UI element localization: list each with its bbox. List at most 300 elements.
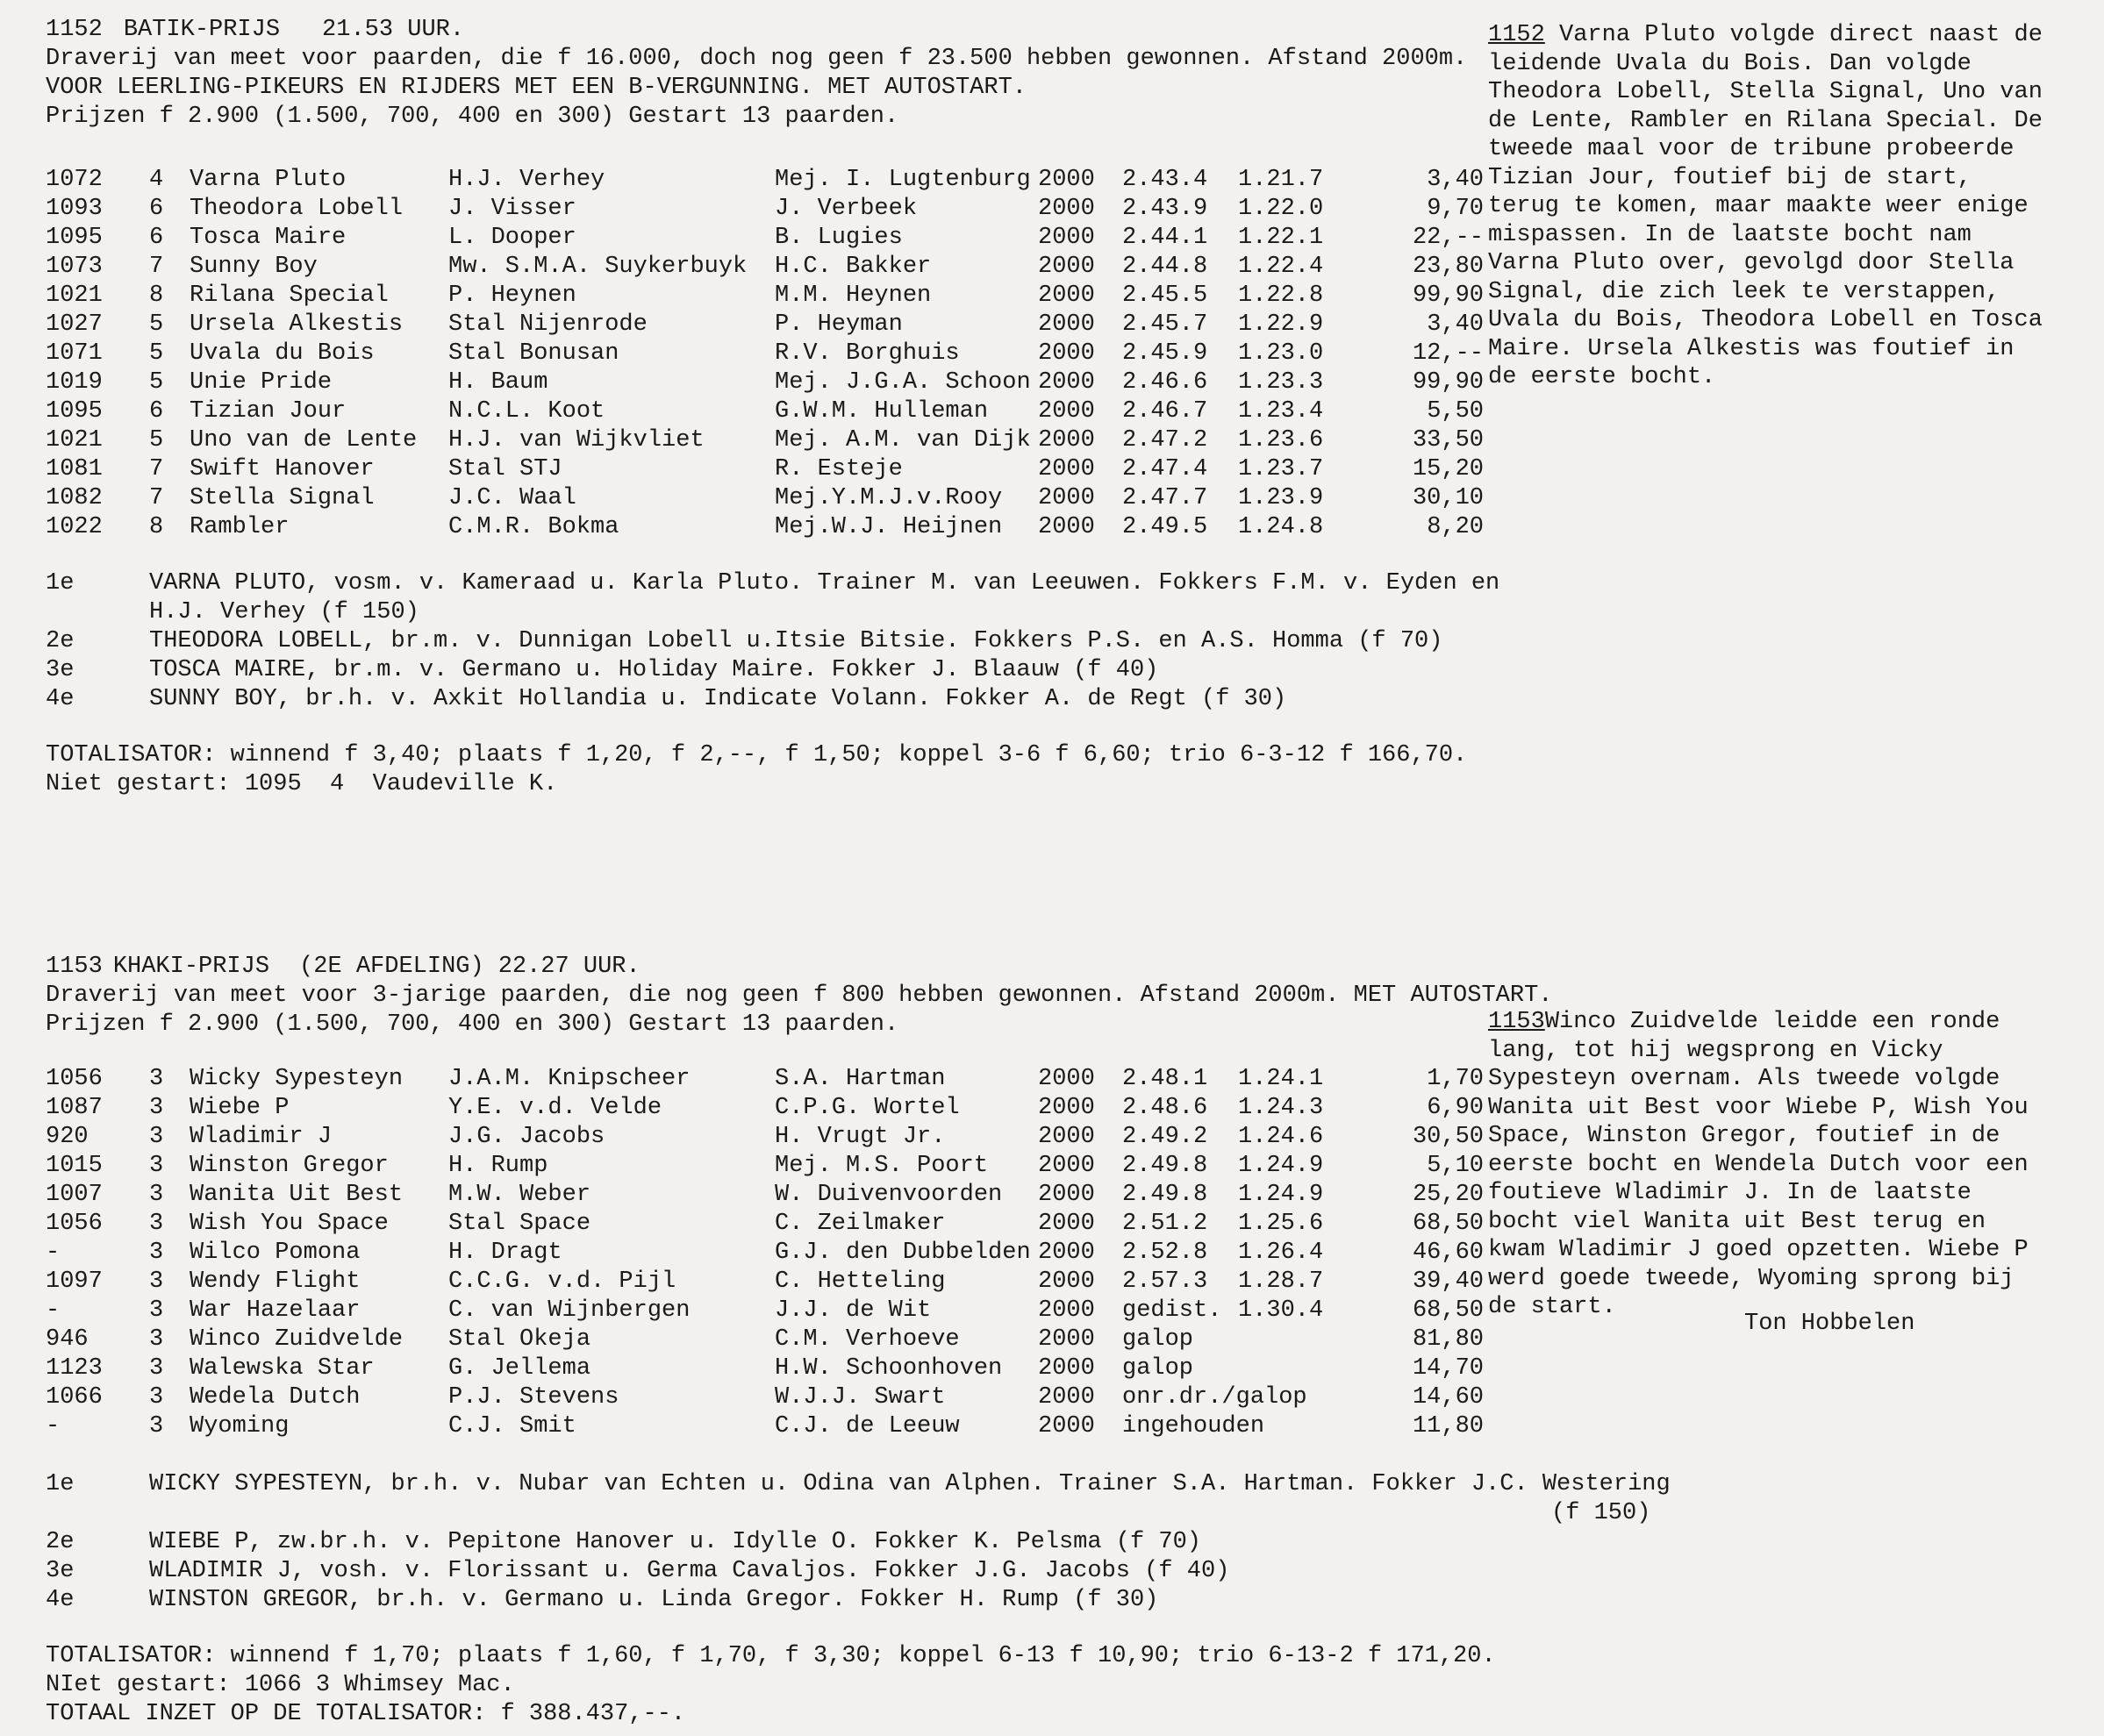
cell-nr: 1021 — [46, 282, 103, 309]
cell-dist: 2000 — [1038, 167, 1095, 193]
cell-odds: 3,40 — [1427, 167, 1484, 193]
race-1-report — [1488, 21, 2057, 392]
cell-nr: 1056 — [46, 1211, 103, 1237]
cell-dist: 2000 — [1038, 514, 1095, 540]
race-2-placings — [46, 1470, 1671, 1615]
cell-horse: Sunny Boy — [190, 254, 318, 280]
cell-nr: 1027 — [46, 311, 103, 338]
cell-driver: Mej.W.J. Heijnen — [775, 514, 1003, 540]
placing-position: 1e — [46, 1471, 75, 1497]
cell-owner: Stal STJ — [448, 456, 562, 482]
cell-nr: 1071 — [46, 340, 103, 367]
cell-age: 3 — [149, 1211, 164, 1237]
cell-age: 3 — [149, 1239, 164, 1266]
table-row — [46, 426, 1484, 455]
placing-position: 2e — [46, 628, 75, 654]
placing-text: THEODORA LOBELL, br.m. v. Dunnigan Lobell u.Itsie Bitsie. Fokkers P.S. en A.S. Homma (f 70) — [149, 628, 1443, 654]
cell-age: 7 — [149, 485, 164, 511]
cell-age: 5 — [149, 311, 164, 338]
cell-owner: H. Dragt — [448, 1239, 562, 1266]
cell-driver: P. Heyman — [775, 311, 903, 338]
cell-owner: P. Heynen — [448, 282, 576, 309]
cell-horse: Swift Hanover — [190, 456, 375, 482]
cell-age: 3 — [149, 1182, 164, 1208]
cell-driver: Mej. A.M. van Dijk — [775, 427, 1031, 454]
cell-time: 2.43.9 — [1122, 196, 1208, 222]
table-row — [46, 1239, 1484, 1268]
race-name: BATIK-PRIJS — [123, 17, 281, 43]
cell-driver: C.J. de Leeuw — [775, 1413, 960, 1440]
cell-nr: 1066 — [46, 1384, 103, 1411]
cell-age: 4 — [149, 167, 164, 193]
cell-km: 1.23.6 — [1238, 427, 1324, 454]
cell-owner: Y.E. v.d. Velde — [448, 1095, 662, 1121]
cell-age: 6 — [149, 196, 164, 222]
placing-position: 1e — [46, 570, 75, 597]
cell-dist: 2000 — [1038, 1124, 1095, 1150]
report-author: Ton Hobbelen — [1744, 1311, 1915, 1337]
cell-nr: 1123 — [46, 1355, 103, 1382]
cell-odds: 1,70 — [1427, 1066, 1484, 1092]
cell-dist: 2000 — [1038, 1239, 1095, 1266]
race-prizes: Prijzen f 2.900 (1.500, 700, 400 en 300) Gestart 13 paarden. — [46, 1011, 899, 1038]
cell-km: 1.28.7 — [1238, 1268, 1324, 1295]
cell-odds: 68,50 — [1412, 1211, 1484, 1237]
cell-dist: 2000 — [1038, 1297, 1095, 1324]
placing-row — [46, 1470, 1671, 1499]
table-row — [46, 1383, 1484, 1412]
cell-dist: 2000 — [1038, 1182, 1095, 1208]
cell-nr: 1015 — [46, 1153, 103, 1179]
cell-owner: G. Jellema — [448, 1355, 591, 1382]
cell-odds: 15,20 — [1412, 456, 1484, 482]
cell-driver: Mej. M.S. Poort — [775, 1153, 989, 1179]
cell-owner: Stal Space — [448, 1211, 591, 1237]
placing-text: VARNA PLUTO, vosm. v. Kameraad u. Karla Pluto. Trainer M. van Leeuwen. Fokkers F.M. v. Eyden en — [149, 570, 1500, 597]
cell-owner: N.C.L. Koot — [448, 398, 605, 425]
cell-km: 1.24.6 — [1238, 1124, 1324, 1150]
cell-time: galop — [1122, 1355, 1194, 1382]
table-row — [46, 1210, 1484, 1239]
race-1-header — [46, 16, 1537, 132]
cell-owner: J. Visser — [448, 196, 576, 222]
cell-dist: 2000 — [1038, 1153, 1095, 1179]
cell-owner: M.W. Weber — [448, 1182, 591, 1208]
cell-odds: 46,60 — [1412, 1239, 1484, 1266]
placing-text: WLADIMIR J, vosh. v. Florissant u. Germa Cavaljos. Fokker J.G. Jacobs (f 40) — [149, 1558, 1230, 1584]
cell-time: 2.47.7 — [1122, 485, 1208, 511]
placing-continuation: (f 150) — [1551, 1500, 1651, 1526]
table-row — [46, 311, 1484, 339]
cell-horse: Theodora Lobell — [190, 196, 404, 222]
cell-horse: Uvala du Bois — [190, 340, 375, 367]
cell-dist: 2000 — [1038, 1413, 1095, 1440]
placing-row — [46, 656, 1588, 685]
cell-owner: Stal Nijenrode — [448, 311, 648, 338]
cell-odds: 23,80 — [1412, 254, 1484, 280]
cell-km: 1.24.9 — [1238, 1182, 1324, 1208]
placing-text: TOSCA MAIRE, br.m. v. Germano u. Holiday Maire. Fokker J. Blaauw (f 40) — [149, 657, 1159, 683]
totalisator: TOTALISATOR: winnend f 1,70; plaats f 1,60, f 1,70, f 3,30; koppel 6-13 f 10,90; trio 6-13-2 f 171,20. — [46, 1643, 1496, 1669]
cell-odds: 39,40 — [1412, 1268, 1484, 1295]
cell-dist: 2000 — [1038, 1211, 1095, 1237]
cell-odds: 14,60 — [1412, 1384, 1484, 1411]
cell-nr: - — [46, 1239, 61, 1266]
cell-nr: 1073 — [46, 254, 103, 280]
cell-odds: 11,80 — [1412, 1413, 1484, 1440]
cell-driver: H.C. Bakker — [775, 254, 932, 280]
cell-nr: 946 — [46, 1326, 89, 1353]
table-row — [46, 339, 1484, 368]
table-row — [46, 1065, 1484, 1094]
placing-position: 3e — [46, 657, 75, 683]
placing-continuation: H.J. Verhey (f 150) — [149, 599, 419, 625]
placing-row — [46, 1528, 1650, 1557]
cell-dist: 2000 — [1038, 254, 1095, 280]
cell-dist: 2000 — [1038, 398, 1095, 425]
cell-driver: M.M. Heynen — [775, 282, 932, 309]
cell-horse: Wendy Flight — [190, 1268, 361, 1295]
cell-nr: 1072 — [46, 167, 103, 193]
placing-text: WICKY SYPESTEYN, br.h. v. Nubar van Echten u. Odina van Alphen. Trainer S.A. Hartman. Fokker J.C. Westering — [149, 1471, 1671, 1497]
table-row — [46, 195, 1484, 224]
cell-age: 5 — [149, 427, 164, 454]
cell-odds: 5,50 — [1427, 398, 1484, 425]
cell-dist: 2000 — [1038, 282, 1095, 309]
cell-odds: 14,70 — [1412, 1355, 1484, 1382]
cell-time: 2.46.6 — [1122, 369, 1208, 396]
cell-km: 1.24.8 — [1238, 514, 1324, 540]
cell-owner: C.J. Smit — [448, 1413, 576, 1440]
race-conditions: Draverij van meet voor paarden, die f 16.000, doch nog geen f 23.500 hebben gewonnen. Afstand 2000m. — [46, 46, 1468, 72]
cell-nr: 1056 — [46, 1066, 103, 1092]
race-2-results-table — [46, 1065, 1484, 1441]
cell-driver: Mej.Y.M.J.v.Rooy — [775, 485, 1003, 511]
cell-horse: Wicky Sypesteyn — [190, 1066, 404, 1092]
cell-km: 1.24.1 — [1238, 1066, 1324, 1092]
cell-age: 3 — [149, 1297, 164, 1324]
placing-position: 3e — [46, 1558, 75, 1584]
cell-time: 2.49.8 — [1122, 1153, 1208, 1179]
cell-nr: 1081 — [46, 456, 103, 482]
table-row — [46, 1297, 1484, 1325]
cell-time: 2.48.6 — [1122, 1095, 1208, 1121]
cell-time: 2.49.5 — [1122, 514, 1208, 540]
cell-km: 1.21.7 — [1238, 167, 1324, 193]
cell-km: 1.24.9 — [1238, 1153, 1324, 1179]
cell-nr: 1021 — [46, 427, 103, 454]
cell-odds: 9,70 — [1427, 196, 1484, 222]
cell-driver: R. Esteje — [775, 456, 903, 482]
cell-horse: Uno van de Lente — [190, 427, 418, 454]
cell-time: 2.45.5 — [1122, 282, 1208, 309]
cell-odds: 5,10 — [1427, 1153, 1484, 1179]
cell-time: 2.57.3 — [1122, 1268, 1208, 1295]
cell-dist: 2000 — [1038, 311, 1095, 338]
cell-age: 6 — [149, 398, 164, 425]
table-row — [46, 1181, 1484, 1210]
cell-driver: C.M. Verhoeve — [775, 1326, 960, 1353]
cell-odds: 30,50 — [1412, 1124, 1484, 1150]
cell-time: 2.44.8 — [1122, 254, 1208, 280]
cell-time: 2.44.1 — [1122, 225, 1208, 251]
cell-km: 1.23.3 — [1238, 369, 1324, 396]
cell-horse: Wiebe P — [190, 1095, 290, 1121]
cell-age: 3 — [149, 1413, 164, 1440]
cell-driver: C. Zeilmaker — [775, 1211, 946, 1237]
cell-time: 2.49.8 — [1122, 1182, 1208, 1208]
cell-nr: 1095 — [46, 398, 103, 425]
cell-owner: Stal Bonusan — [448, 340, 619, 367]
cell-horse: War Hazelaar — [190, 1297, 361, 1324]
cell-horse: Ursela Alkestis — [190, 311, 404, 338]
table-row — [46, 253, 1484, 282]
cell-age: 8 — [149, 514, 164, 540]
cell-nr: - — [46, 1297, 61, 1324]
cell-time: 2.47.4 — [1122, 456, 1208, 482]
race-number: 1153 — [46, 954, 103, 980]
total-stake: TOTAAL INZET OP DE TOTALISATOR: f 388.437,--. — [46, 1701, 686, 1727]
cell-km: 1.23.9 — [1238, 485, 1324, 511]
placing-row — [46, 569, 1588, 598]
cell-km: 1.23.7 — [1238, 456, 1324, 482]
cell-nr: 920 — [46, 1124, 89, 1150]
cell-age: 7 — [149, 456, 164, 482]
cell-owner: L. Dooper — [448, 225, 576, 251]
cell-time: 2.48.1 — [1122, 1066, 1208, 1092]
race-time: 22.27 UUR. — [497, 954, 641, 980]
race-1-title — [46, 16, 1537, 45]
placing-row — [46, 685, 1588, 714]
cell-driver: C.P.G. Wortel — [775, 1095, 960, 1121]
cell-driver: G.W.M. Hulleman — [775, 398, 989, 425]
cell-km: 1.22.4 — [1238, 254, 1324, 280]
cell-time: galop — [1122, 1326, 1194, 1353]
cell-age: 3 — [149, 1124, 164, 1150]
table-row — [46, 166, 1484, 195]
cell-owner: H. Rump — [448, 1153, 548, 1179]
cell-horse: Winco Zuidvelde — [190, 1326, 404, 1353]
cell-odds: 99,90 — [1412, 369, 1484, 396]
cell-nr: 1097 — [46, 1268, 103, 1295]
placing-row — [46, 1557, 1650, 1586]
cell-driver: R.V. Borghuis — [775, 340, 960, 367]
cell-odds: 3,40 — [1427, 311, 1484, 338]
cell-driver: C. Hetteling — [775, 1268, 946, 1295]
cell-dist: 2000 — [1038, 1355, 1095, 1382]
cell-driver: J.J. de Wit — [775, 1297, 932, 1324]
cell-horse: Unie Pride — [190, 369, 333, 396]
cell-odds: 68,50 — [1412, 1297, 1484, 1324]
cell-odds: 99,90 — [1412, 282, 1484, 309]
cell-time: 2.52.8 — [1122, 1239, 1208, 1266]
placing-row — [46, 627, 1588, 656]
table-row — [46, 1123, 1484, 1152]
cell-horse: Walewska Star — [190, 1355, 375, 1382]
cell-owner: H.J. van Wijkvliet — [448, 427, 705, 454]
table-row — [46, 282, 1484, 311]
cell-driver: S.A. Hartman — [775, 1066, 946, 1092]
cell-odds: 22,-- — [1412, 225, 1484, 251]
cell-age: 3 — [149, 1384, 164, 1411]
cell-horse: Wedela Dutch — [190, 1384, 361, 1411]
race-1-placings — [46, 569, 1588, 714]
placing-position: 4e — [46, 686, 75, 712]
placing-row — [46, 1586, 1650, 1615]
cell-dist: 2000 — [1038, 340, 1095, 367]
cell-age: 3 — [149, 1153, 164, 1179]
race-2-report — [1488, 1008, 2050, 1322]
cell-horse: Wanita Uit Best — [190, 1182, 404, 1208]
cell-age: 3 — [149, 1066, 164, 1092]
cell-age: 8 — [149, 282, 164, 309]
report-text: Varna Pluto volgde direct naast de leidende Uvala du Bois. Dan volgde Theodora Lobell, Stella Signal, Uno van de Lente, Rambler en Rilana Special. De tweede maal voor de tribune probeerde Tizian Jour, foutief bij de start, terug te komen, maar maakte weer enige mispassen. In de laatste bocht nam Varna Pluto over, gevolgd door Stella Signal, die zich leek te verstappen, Uvala du Bois, Theodora Lobell en Tosca Maire. Ursela Alkestis was foutief in de eerste bocht. — [1488, 22, 2057, 390]
report-race-number: 1153 — [1488, 1009, 1545, 1035]
cell-dist: 2000 — [1038, 196, 1095, 222]
cell-horse: Rambler — [190, 514, 290, 540]
cell-owner: P.J. Stevens — [448, 1384, 619, 1411]
report-text: Winco Zuidvelde leidde een ronde lang, tot hij wegsprong en Vicky Sypesteyn overnam. Als tweede volgde Wanita uit Best voor Wiebe P, Wish You Space, Winston Gregor, foutief in de eerste bocht en Wendela Dutch voor een foutieve Wladimir J. In de laatste bocht viel Wanita uit Best terug en kwam Wladimir J goed opzetten. Wiebe P werd goede tweede, Wyoming sprong bij de start. — [1488, 1009, 2043, 1320]
placing-position: 4e — [46, 1587, 75, 1613]
cell-nr: - — [46, 1413, 61, 1440]
race-2-title — [46, 953, 1537, 982]
cell-odds: 81,80 — [1412, 1326, 1484, 1353]
table-row — [46, 1354, 1484, 1383]
table-row — [46, 1412, 1484, 1441]
cell-driver: Mej. J.G.A. Schoon — [775, 369, 1031, 396]
cell-dist: 2000 — [1038, 1384, 1095, 1411]
race-name: KHAKI-PRIJS — [112, 954, 270, 980]
cell-horse: Wladimir J — [190, 1124, 333, 1150]
cell-owner: J.C. Waal — [448, 485, 576, 511]
cell-dist: 2000 — [1038, 485, 1095, 511]
table-row — [46, 484, 1484, 513]
cell-km: 1.22.1 — [1238, 225, 1324, 251]
cell-km: 1.25.6 — [1238, 1211, 1324, 1237]
cell-odds: 12,-- — [1412, 340, 1484, 367]
cell-dist: 2000 — [1038, 456, 1095, 482]
placing-text: SUNNY BOY, br.h. v. Axkit Hollandia u. Indicate Volann. Fokker A. de Regt (f 30) — [149, 686, 1287, 712]
cell-odds: 6,90 — [1427, 1095, 1484, 1121]
cell-dist: 2000 — [1038, 1066, 1095, 1092]
race-number: 1152 — [46, 17, 103, 43]
cell-time: gedist. — [1122, 1297, 1222, 1324]
cell-time: 2.49.2 — [1122, 1124, 1208, 1150]
cell-driver: G.J. den Dubbelden — [775, 1239, 1031, 1266]
cell-km — [1238, 1354, 1378, 1383]
cell-km — [1238, 1412, 1378, 1441]
cell-driver: W.J.J. Swart — [775, 1384, 946, 1411]
cell-age: 5 — [149, 340, 164, 367]
cell-time: 2.51.2 — [1122, 1211, 1208, 1237]
cell-owner: C.M.R. Bokma — [448, 514, 619, 540]
table-row — [46, 397, 1484, 426]
race-time: 21.53 UUR. — [322, 17, 465, 43]
cell-horse: Stella Signal — [190, 485, 375, 511]
totalisator: TOTALISATOR: winnend f 3,40; plaats f 1,20, f 2,--, f 1,50; koppel 3-6 f 6,60; trio 6-3-12 f 166,70. — [46, 742, 1468, 768]
cell-dist: 2000 — [1038, 1268, 1095, 1295]
cell-owner: C. van Wijnbergen — [448, 1297, 691, 1324]
cell-driver: W. Duivenvoorden — [775, 1182, 1003, 1208]
cell-age: 3 — [149, 1326, 164, 1353]
cell-owner: Stal Okeja — [448, 1326, 591, 1353]
cell-km: 1.24.3 — [1238, 1095, 1324, 1121]
cell-owner: J.A.M. Knipscheer — [448, 1066, 691, 1092]
table-row — [46, 368, 1484, 397]
cell-horse: Rilana Special — [190, 282, 389, 309]
cell-age: 3 — [149, 1095, 164, 1121]
cell-horse: Tosca Maire — [190, 225, 347, 251]
cell-horse: Wyoming — [190, 1413, 290, 1440]
cell-age: 6 — [149, 225, 164, 251]
race-2-totals — [46, 1642, 1537, 1729]
cell-time: 2.45.7 — [1122, 311, 1208, 338]
cell-age: 3 — [149, 1355, 164, 1382]
cell-nr: 1093 — [46, 196, 103, 222]
placing-text: WINSTON GREGOR, br.h. v. Germano u. Linda Gregor. Fokker H. Rump (f 30) — [149, 1587, 1159, 1613]
table-row — [46, 1325, 1484, 1354]
cell-dist: 2000 — [1038, 1326, 1095, 1353]
race-prizes: Prijzen f 2.900 (1.500, 700, 400 en 300) Gestart 13 paarden. — [46, 104, 899, 130]
cell-odds: 8,20 — [1427, 514, 1484, 540]
cell-driver: Mej. I. Lugtenburg — [775, 167, 1031, 193]
table-row — [46, 1094, 1484, 1123]
cell-time: 2.47.2 — [1122, 427, 1208, 454]
cell-odds: 33,50 — [1412, 427, 1484, 454]
cell-driver: H.W. Schoonhoven — [775, 1355, 1003, 1382]
cell-dist: 2000 — [1038, 1095, 1095, 1121]
cell-nr: 1022 — [46, 514, 103, 540]
cell-driver: J. Verbeek — [775, 196, 918, 222]
cell-km: 1.30.4 — [1238, 1297, 1324, 1324]
table-row — [46, 455, 1484, 484]
race-conditions: Draverij van meet voor 3-jarige paarden, die nog geen f 800 hebben gewonnen. Afstand 2000m. MET AUTOSTART. — [46, 982, 1553, 1009]
cell-time: 2.43.4 — [1122, 167, 1208, 193]
cell-horse: Wilco Pomona — [190, 1239, 361, 1266]
cell-driver: B. Lugies — [775, 225, 903, 251]
table-row — [46, 513, 1484, 542]
cell-km — [1238, 1383, 1378, 1412]
cell-owner: Mw. S.M.A. Suykerbuyk — [448, 254, 748, 280]
cell-odds: 25,20 — [1412, 1182, 1484, 1208]
cell-time: ingehouden — [1122, 1413, 1265, 1440]
cell-time: 2.46.7 — [1122, 398, 1208, 425]
cell-odds: 30,10 — [1412, 485, 1484, 511]
cell-owner: C.C.G. v.d. Pijl — [448, 1268, 676, 1295]
cell-age: 5 — [149, 369, 164, 396]
cell-km — [1238, 1325, 1378, 1354]
cell-time: onr.dr./galop — [1122, 1384, 1307, 1411]
cell-horse: Varna Pluto — [190, 167, 347, 193]
cell-driver: H. Vrugt Jr. — [775, 1124, 946, 1150]
cell-dist: 2000 — [1038, 369, 1095, 396]
cell-horse: Wish You Space — [190, 1211, 389, 1237]
cell-km: 1.22.0 — [1238, 196, 1324, 222]
cell-owner: H.J. Verhey — [448, 167, 605, 193]
cell-km: 1.23.0 — [1238, 340, 1324, 367]
table-row — [46, 1268, 1484, 1297]
cell-nr: 1095 — [46, 225, 103, 251]
cell-nr: 1007 — [46, 1182, 103, 1208]
cell-nr: 1082 — [46, 485, 103, 511]
cell-km: 1.22.9 — [1238, 311, 1324, 338]
cell-horse: Tizian Jour — [190, 398, 347, 425]
race-special: VOOR LEERLING-PIKEURS EN RIJDERS MET EEN B-VERGUNNING. MET AUTOSTART. — [46, 75, 1027, 101]
cell-age: 3 — [149, 1268, 164, 1295]
cell-horse: Winston Gregor — [190, 1153, 389, 1179]
cell-age: 7 — [149, 254, 164, 280]
cell-km: 1.26.4 — [1238, 1239, 1324, 1266]
